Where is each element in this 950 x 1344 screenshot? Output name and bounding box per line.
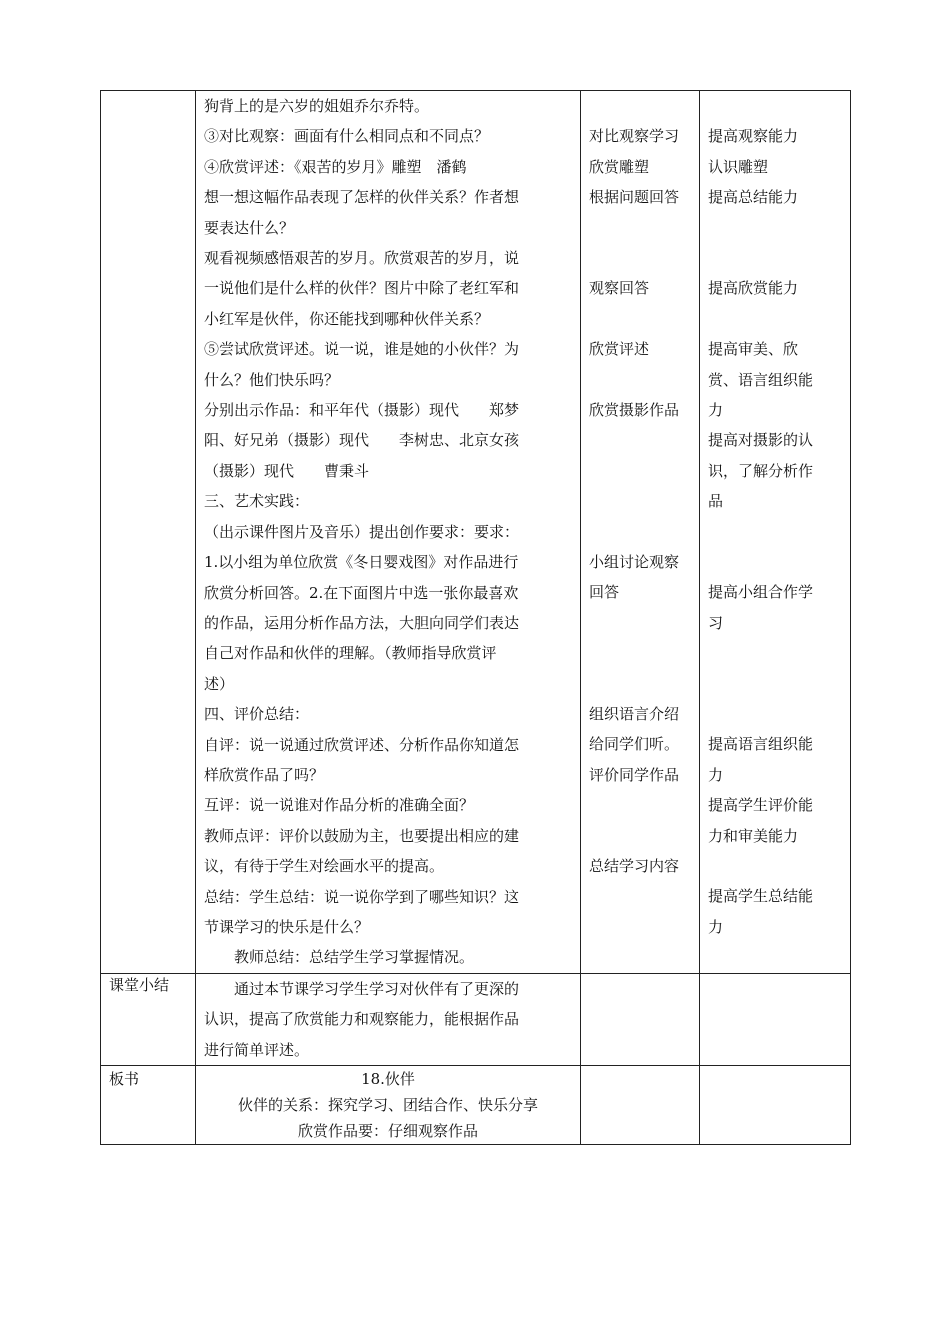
board-row [101, 1066, 851, 1145]
purpose-line: 提高审美、欣 [708, 340, 799, 359]
student-activity-line: 观察回答 [589, 279, 650, 298]
student-activity-cell [581, 91, 700, 974]
student-activity-line [589, 486, 691, 516]
board-line: 欣赏作品要：仔细观察作品 [297, 1122, 478, 1140]
activity-label-cell [101, 91, 196, 974]
student-activity-line [589, 942, 691, 972]
summary-line: 进行简单评述。 [204, 1040, 310, 1059]
activity-line: 欣赏分析回答。2.在下面图片中选一张你最喜欢 [204, 583, 519, 602]
student-activity-line [589, 881, 691, 911]
student-activity-line: 小组讨论观察 [589, 552, 680, 571]
activity-line: 总结：学生总结：说一说你学到了哪些知识？这 [204, 887, 520, 906]
activity-content-cell [196, 91, 581, 974]
board-content-cell [196, 1066, 581, 1145]
student-activity-line: 总结学习内容 [589, 856, 680, 875]
student-activity-line [589, 790, 691, 820]
board-empty-cell [700, 1066, 851, 1145]
student-activity-line [589, 365, 691, 395]
activity-line: 自己对作品和伙伴的理解。（教师指导欣赏评 [204, 644, 497, 663]
student-activity-line: 组织语言介绍 [589, 704, 680, 723]
activity-line: 狗背上的是六岁的姐姐乔尔乔特。 [204, 97, 430, 115]
summary-label-text: 课堂小结 [109, 975, 170, 994]
student-activity-line [589, 608, 691, 638]
purpose-line: 提高观察能力 [708, 127, 799, 146]
student-activity-line: 对比观察学习 [589, 127, 680, 146]
activity-line: 三、艺术实践： [204, 492, 310, 511]
purpose-line: 认识雕塑 [708, 157, 769, 176]
activity-line: 阳、好兄弟（摄影）现代 李树忠、北京女孩 [204, 431, 520, 450]
purpose-line [708, 304, 842, 334]
activity-line: 的作品，运用分析作品方法，大胆向同学们表达 [204, 613, 520, 632]
purpose-line: 提高学生总结能 [708, 887, 814, 906]
student-activity-line [589, 517, 691, 547]
summary-label [101, 973, 196, 1065]
board-empty-cell [581, 1066, 700, 1145]
design-purpose-cell [700, 91, 851, 974]
activity-line: 议，有待于学生对绘画水平的提高。 [204, 857, 445, 876]
activity-line: ⑤尝试欣赏评述。说一说，谁是她的小伙伴？为 [204, 340, 520, 359]
purpose-line: 提高欣赏能力 [708, 279, 799, 298]
student-activity-line: 欣赏雕塑 [589, 157, 650, 176]
activity-line: 述） [204, 674, 235, 693]
board-label [101, 1066, 196, 1145]
purpose-line [708, 91, 842, 121]
student-activity-line [589, 425, 691, 455]
purpose-line [708, 851, 842, 881]
activity-line: 教师总结：总结学生学习掌握情况。 [234, 948, 475, 967]
student-activity-line: 给同学们听。 [589, 735, 680, 754]
purpose-line: 习 [708, 613, 724, 632]
student-activity-line [589, 213, 691, 243]
activity-line: （出示课件图片及音乐）提出创作要求：要求： [204, 522, 520, 541]
purpose-line: 识，了解分析作 [708, 461, 814, 480]
student-activity-line [589, 638, 691, 668]
activity-line: ③对比观察：画面有什么相同点和不同点？ [204, 127, 490, 146]
activity-row [101, 91, 851, 974]
summary-row [101, 973, 851, 1065]
purpose-line [708, 243, 842, 273]
student-activity-line [589, 91, 691, 121]
student-activity-line [589, 821, 691, 851]
purpose-line: 品 [708, 492, 724, 511]
activity-line: 节课学习的快乐是什么？ [204, 917, 370, 936]
student-activity-line: 欣赏评述 [589, 340, 650, 359]
student-activity-line [589, 669, 691, 699]
activity-line: （摄影）现代 曹秉斗 [204, 461, 370, 480]
activity-line: 互评：说一说谁对作品分析的准确全面？ [204, 796, 475, 815]
summary-line: 认识，提高了欣赏能力和观察能力，能根据作品 [204, 1010, 520, 1029]
activity-line: 四、评价总结： [204, 705, 310, 724]
purpose-line: 提高语言组织能 [708, 735, 814, 754]
student-activity-line: 根据问题回答 [589, 188, 680, 207]
student-activity-line: 评价同学作品 [589, 765, 680, 784]
activity-line: 自评：说一说通过欣赏评述、分析作品你知道怎 [204, 735, 520, 754]
purpose-line: 提高学生评价能 [708, 796, 814, 815]
activity-line: 要表达什么？ [204, 218, 295, 237]
student-activity-line [589, 243, 691, 273]
purpose-line: 力 [708, 917, 724, 936]
student-activity-line: 回答 [589, 583, 620, 602]
activity-line: ④欣赏评述：《艰苦的岁月》雕塑 潘鹤 [204, 157, 467, 176]
activity-line: 1.以小组为单位欣赏《冬日婴戏图》对作品进行 [204, 553, 519, 572]
purpose-line: 力 [708, 401, 724, 419]
board-title: 18.伙伴 [361, 1070, 415, 1088]
activity-line: 分别出示作品：和平年代（摄影）现代 郑梦 [204, 401, 520, 420]
student-activity-line [589, 912, 691, 942]
summary-empty-cell [700, 973, 851, 1065]
purpose-line: 提高对摄影的认 [708, 431, 814, 450]
board-label-text: 板书 [109, 1070, 140, 1088]
activity-line: 什么？他们快乐吗？ [204, 370, 340, 389]
summary-empty-cell [581, 973, 700, 1065]
purpose-line: 赏、语言组织能 [708, 370, 814, 389]
purpose-line [708, 669, 842, 699]
activity-line: 一说他们是什么样的伙伴？图片中除了老红军和 [204, 279, 520, 298]
purpose-line: 提高总结能力 [708, 188, 799, 207]
activity-line: 观看视频感悟艰苦的岁月。欣赏艰苦的岁月，说 [204, 249, 520, 268]
purpose-line [708, 699, 842, 729]
purpose-line [708, 517, 842, 547]
board-line: 伙伴的关系：探究学习、团结合作、快乐分享 [237, 1096, 538, 1114]
activity-line: 样欣赏作品了吗？ [204, 765, 325, 784]
summary-content-cell [196, 973, 581, 1065]
purpose-line [708, 638, 842, 668]
summary-line: 通过本节课学习学生学习对伙伴有了更深的 [234, 979, 520, 998]
purpose-line [708, 942, 842, 972]
activity-line: 小红军是伙伴，你还能找到哪种伙伴关系？ [204, 309, 490, 328]
purpose-line: 力 [708, 765, 724, 784]
student-activity-line [589, 456, 691, 486]
student-activity-line [589, 304, 691, 334]
student-activity-line: 欣赏摄影作品 [589, 400, 680, 419]
purpose-line [708, 213, 842, 243]
activity-line: 教师点评：评价以鼓励为主，也要提出相应的建 [204, 826, 520, 845]
purpose-line [708, 547, 842, 577]
lesson-plan-table [100, 90, 851, 1145]
purpose-line: 力和审美能力 [708, 826, 799, 845]
purpose-line: 提高小组合作学 [708, 583, 814, 602]
activity-line: 想一想这幅作品表现了怎样的伙伴关系？作者想 [204, 188, 520, 207]
